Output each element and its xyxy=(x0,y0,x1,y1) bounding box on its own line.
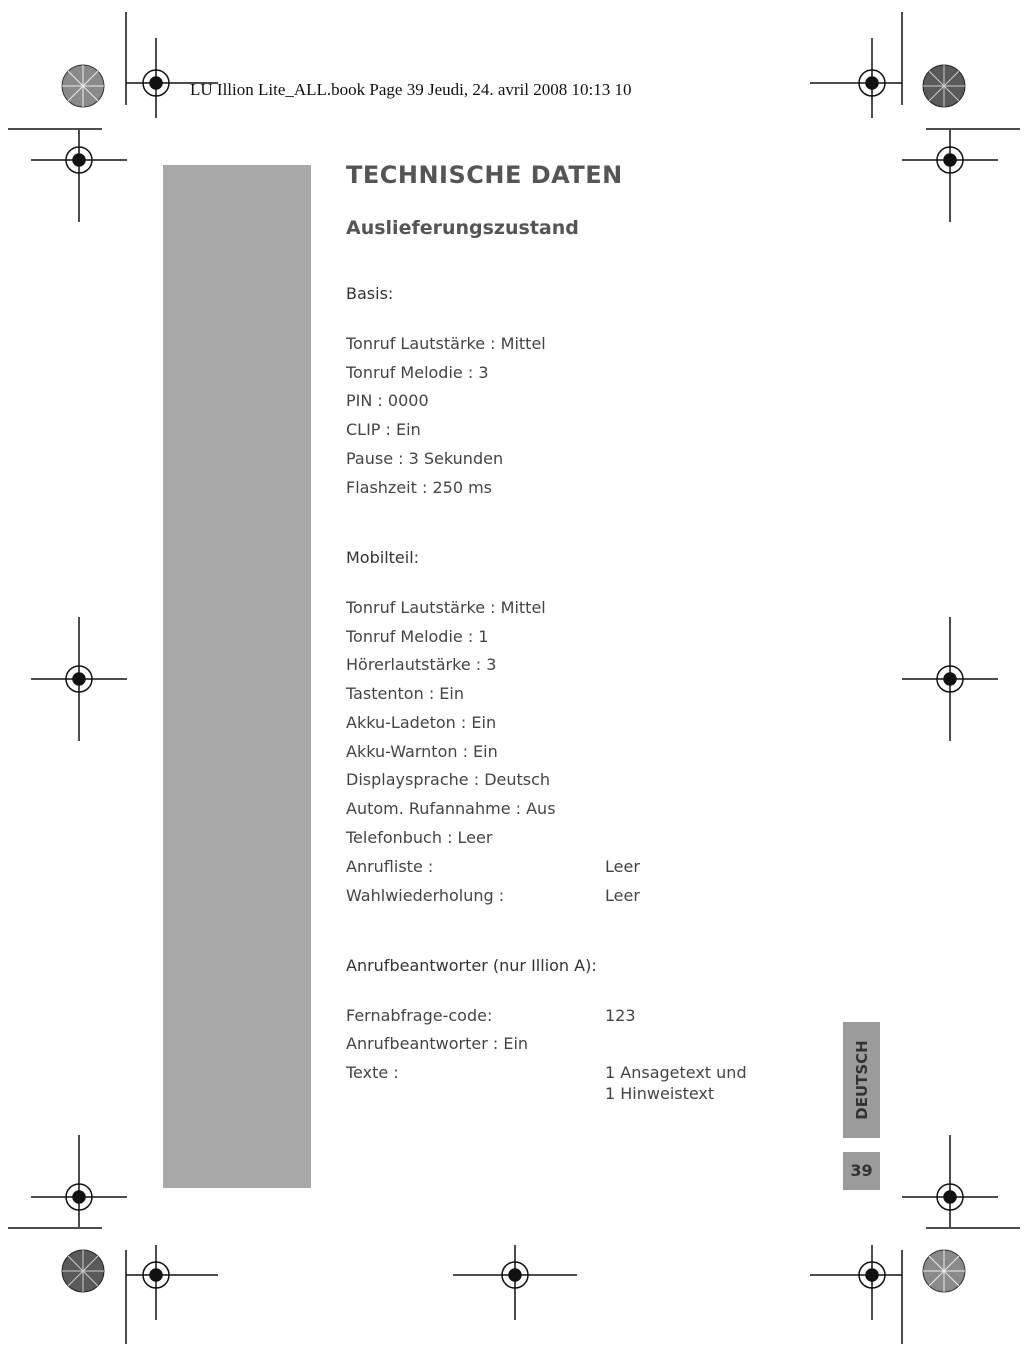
anrufbeantworter-heading: Anrufbeantworter (nur Illion A): xyxy=(346,956,597,975)
mobilteil-line: Telefonbuch : Leer xyxy=(346,828,493,847)
gray-sidebar xyxy=(163,165,311,1188)
mobilteil-line: Akku-Warnton : Ein xyxy=(346,742,498,761)
print-header: LU Illion Lite_ALL.book Page 39 Jeudi, 24. avril 2008 10:13 10 xyxy=(190,80,632,99)
mobilteil-row-value: Leer xyxy=(605,857,640,876)
fernabfrage-label: Fernabfrage-code: xyxy=(346,1006,493,1025)
mobilteil-line: Hörerlautstärke : 3 xyxy=(346,655,497,674)
texte-label: Texte : xyxy=(346,1063,399,1082)
mobilteil-line: Displaysprache : Deutsch xyxy=(346,770,551,789)
page-number: 39 xyxy=(843,1152,880,1190)
page-title: TECHNISCHE DATEN xyxy=(346,161,623,189)
basis-heading: Basis: xyxy=(346,284,394,303)
language-tab xyxy=(843,1022,880,1138)
mobilteil-heading: Mobilteil: xyxy=(346,548,420,567)
basis-line: Tonruf Lautstärke : Mittel xyxy=(346,334,546,353)
texte-value-line2: 1 Hinweistext xyxy=(605,1084,715,1103)
basis-line: CLIP : Ein xyxy=(346,420,421,439)
star-target-br-icon xyxy=(923,1250,965,1292)
anrufbeantworter-line: Anrufbeantworter : Ein xyxy=(346,1034,529,1053)
basis-line: PIN : 0000 xyxy=(346,391,429,410)
basis-line: Tonruf Melodie : 3 xyxy=(346,363,489,382)
mobilteil-line: Tastenton : Ein xyxy=(346,684,464,703)
basis-line: Flashzeit : 250 ms xyxy=(346,478,492,497)
mobilteil-line: Akku-Ladeton : Ein xyxy=(346,713,497,732)
mobilteil-line: Tonruf Lautstärke : Mittel xyxy=(346,598,546,617)
star-target-bl-icon xyxy=(62,1250,104,1292)
mobilteil-row-label: Wahlwiederholung : xyxy=(346,886,505,905)
mobilteil-line: Autom. Rufannahme : Aus xyxy=(346,799,556,818)
star-target-tl-icon xyxy=(62,65,104,107)
fernabfrage-value: 123 xyxy=(605,1006,636,1025)
star-target-tr-icon xyxy=(923,65,965,107)
mobilteil-row-value: Leer xyxy=(605,886,640,905)
language-tab-label: DEUTSCH xyxy=(852,1040,871,1120)
texte-value-line1: 1 Ansagetext und xyxy=(605,1063,747,1082)
mobilteil-row-label: Anrufliste : xyxy=(346,857,434,876)
section-subtitle: Auslieferungszustand xyxy=(346,217,579,239)
basis-line: Pause : 3 Sekunden xyxy=(346,449,504,468)
mobilteil-line: Tonruf Melodie : 1 xyxy=(346,627,489,646)
